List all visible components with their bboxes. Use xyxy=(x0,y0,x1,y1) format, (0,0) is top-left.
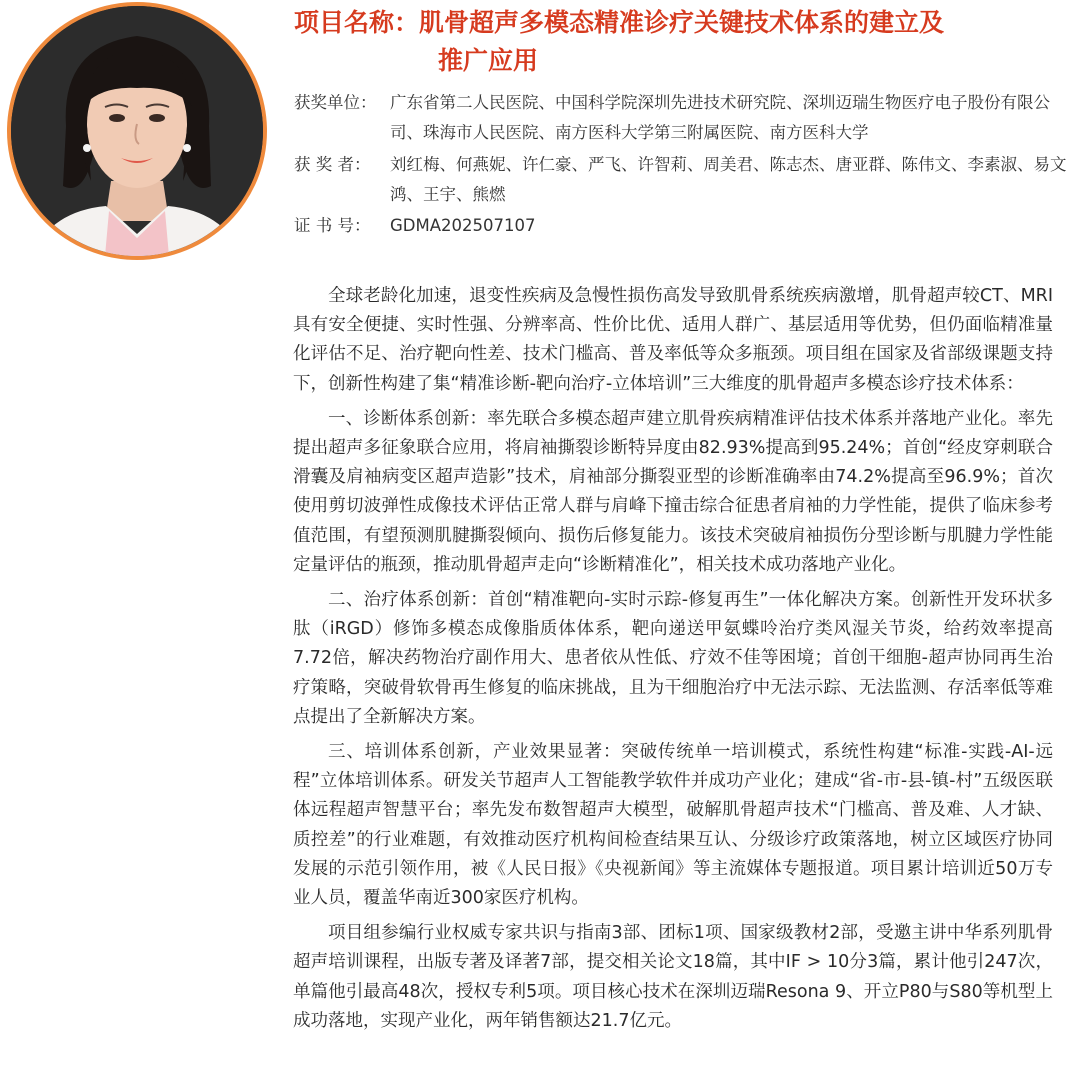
project-title-line2: 推广应用 xyxy=(438,46,539,75)
training-innovation-paragraph: 三、培训体系创新，产业效果显著：突破传统单一培训模式，系统性构建“标准-实践-AI-远程”立体培训体系。研发关节超声人工智能教学软件并成功产业化；建成“省-市-县-镇-村”五级医联体远程超声智慧平台；率先发布数智超声大模型，破解肌骨超声技术“门槛高、普及难、人才缺、质控差”的行业难题，有效推动医疗机构间检查结果互认、分级诊疗政策落地，树立区域医疗协同发展的示范引领作用，被《人民日报》《央视新闻》等主流媒体专题报道。项目累计培训近50万专业人员，覆盖华南近300家医疗机构。 xyxy=(293,742,1053,909)
project-description xyxy=(293,282,1053,1042)
certificate-number: GDMA202507107 xyxy=(390,216,536,235)
treatment-innovation-paragraph: 二、治疗体系创新：首创“精准靶向-实时示踪-修复再生”一体化解决方案。创新性开发环状多肽（iRGD）修饰多模态成像脂质体体系，靶向递送甲氨蝶呤治疗类风湿关节炎，给药效率提高7.72倍，解决药物治疗副作用大、患者依从性低、疗效不佳等困境；首创干细胞-超声协同再生治疗策略，突破骨软骨再生修复的临床挑战，且为干细胞治疗中无法示踪、无法监测、存活率低等难点提出了全新解决方案。 xyxy=(293,590,1053,727)
project-title xyxy=(294,4,1064,80)
project-title-line1: 项目名称：肌骨超声多模态精准诊疗关键技术体系的建立及 xyxy=(294,8,945,37)
award-winners-label: 获 奖 者： xyxy=(294,155,371,174)
portrait-photo xyxy=(7,2,267,260)
diagnosis-innovation-paragraph: 一、诊断体系创新：率先联合多模态超声建立肌骨疾病精准评估技术体系并落地产业化。率先提出超声多征象联合应用，将肩袖撕裂诊断特异度由82.93%提高到95.24%；首创“经皮穿刺联合滑囊及肩袖病变区超声造影”技术，肩袖部分撕裂亚型的诊断准确率由74.2%提高至96.9%；首次使用剪切波弹性成像技术评估正常人群与肩峰下撞击综合征患者肩袖的力学性能，提供了临床参考值范围，有望预测肌腱撕裂倾向、损伤后修复能力。该技术突破肩袖损伤分型诊断与肌腱力学性能定量评估的瓶颈，推动肌骨超声走向“诊断精准化”，相关技术成功落地产业化。 xyxy=(293,408,1053,575)
achievements-paragraph: 项目组参编行业权威专家共识与指南3部、团标1项、国家级教材2部，受邀主讲中华系列肌骨超声培训课程，出版专著及译著7部，提交相关论文18篇，其中IF > 10分3篇，累计他引247次，单篇他引最高48次，授权专利5项。项目核心技术在深圳迈瑞Resona 9、开立P80与S80等机型上成功落地，实现产业化，两年销售额达21.7亿元。 xyxy=(293,923,1053,1031)
award-unit-label: 获奖单位： xyxy=(294,93,377,112)
woman-portrait-illustration xyxy=(11,6,263,256)
award-unit-value: 广东省第二人民医院、中国科学院深圳先进技术研究院、深圳迈瑞生物医疗电子股份有限公司、珠海市人民医院、南方医科大学第三附属医院、南方医科大学 xyxy=(390,93,1050,142)
certificate-label: 证 书 号： xyxy=(294,216,371,235)
intro-paragraph: 全球老龄化加速，退变性疾病及急慢性损伤高发导致肌骨系统疾病激增，肌骨超声较CT、MRI具有安全便捷、实时性强、分辨率高、性价比优、适用人群广、基层适用等优势，但仍面临精准量化评估不足、治疗靶向性差、技术门槛高、普及率低等众多瓶颈。项目组在国家及省部级课题支持下，创新性构建了集“精准诊断-靶向治疗-立体培训”三大维度的肌骨超声多模态诊疗技术体系： xyxy=(293,286,1053,394)
award-winners-value: 刘红梅、何燕妮、许仁豪、严飞、许智莉、周美君、陈志杰、唐亚群、陈伟文、李素淑、易文鸿、王宇、熊燃 xyxy=(390,155,1067,204)
